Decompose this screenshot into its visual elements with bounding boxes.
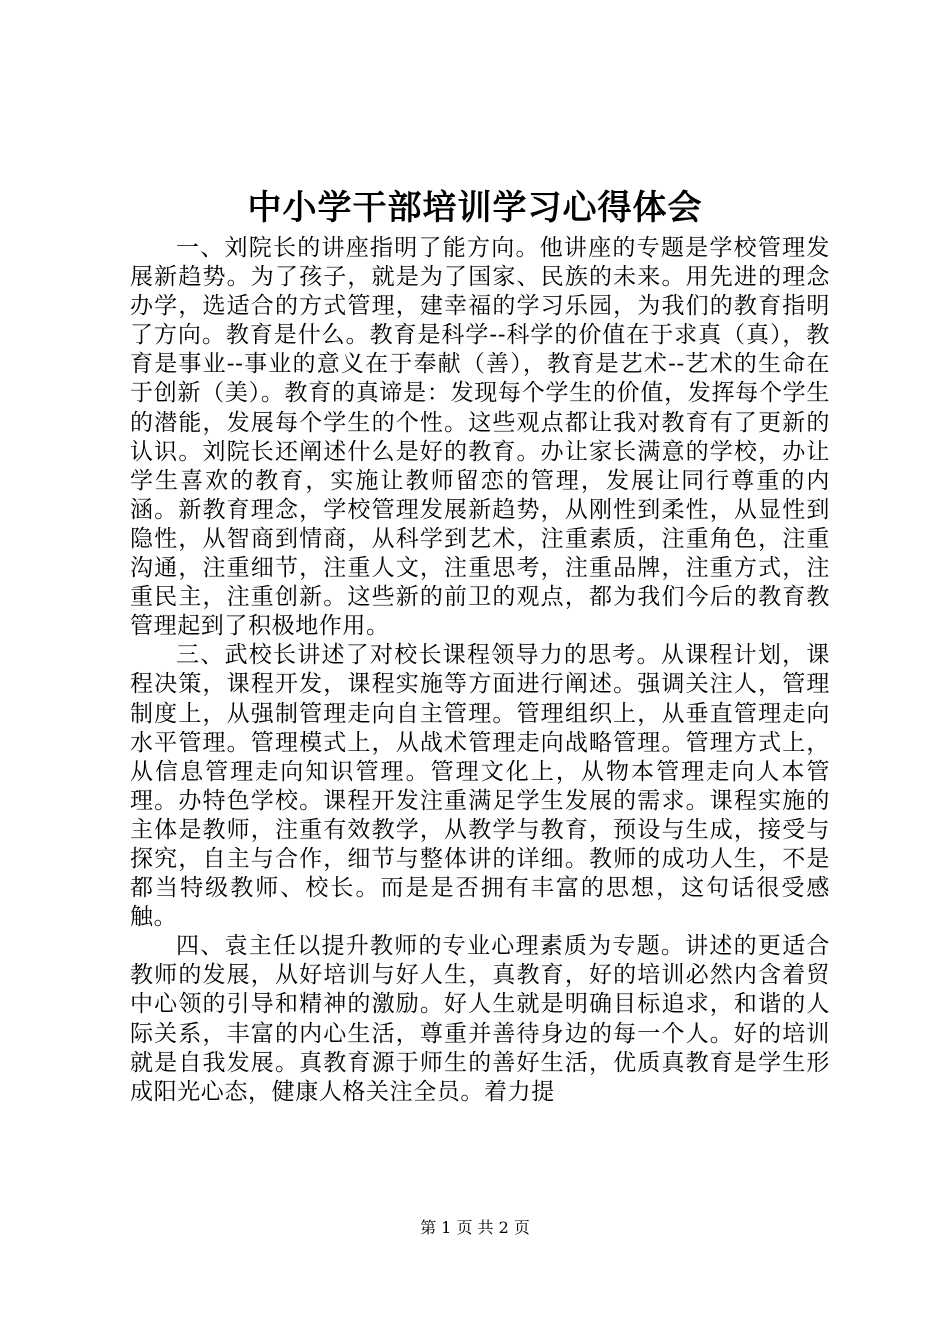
paragraph-1: 一、刘院长的讲座指明了能方向。他讲座的专题是学校管理发展新趋势。为了孩子，就是为了国家、民族的未来。用先进的理念办学，选适合的方式管理，建幸福的学习乐园，为我们的教育指明了方向。教育是什么。教育是科学--科学的价值在于求真（真），教育是事业--事业的意义在于奉献（善），教育是艺术--艺术的生命在于创新（美）。教育的真谛是：发现每个学生的价值，发挥每个学生的潜能，发展每个学生的个性。这些观点都让我对教育有了更新的认识。刘院长还阐述什么是好的教育。办让家长满意的学校，办让学生喜欢的教育，实施让教师留恋的管理，发展让同行尊重的内涵。新教育理念，学校管理发展新趋势，从刚性到柔性，从显性到隐性，从智商到情商，从科学到艺术，注重素质，注重角色，注重沟通，注重细节，注重人文，注重思考，注重品牌，注重方式，注重民主，注重创新。这些新的前卫的观点，都为我们今后的教育教管理起到了积极地作用。 <box>130 235 830 640</box>
page-footer: 第 1 页 共 2 页 <box>420 1218 530 1237</box>
page-title: 中小学干部培训学习心得体会 <box>247 188 703 228</box>
paragraph-3: 四、袁主任以提升教师的专业心理素质为专题。讲述的更适合教师的发展，从好培训与好人生，真教育，好的培训必然内含着贸中心领的引导和精神的激励。好人生就是明确目标追求，和谐的人际关系，丰富的内心生活，尊重并善待身边的每一个人。好的培训就是自我发展。真教育源于师生的善好生活，优质真教育是学生形成阳光心态，健康人格关注全员。着力提 <box>130 933 830 1105</box>
paragraph-2: 三、武校长讲述了对校长课程领导力的思考。从课程计划，课程决策，课程开发，课程实施等方面进行阐述。强调关注人，管理制度上，从强制管理走向自主管理。管理组织上，从垂直管理走向水平管理。管理模式上，从战术管理走向战略管理。管理方式上，从信息管理走向知识管理。管理文化上，从物本管理走向人本管理。办特色学校。课程开发注重满足学生发展的需求。课程实施的主体是教师，注重有效教学，从教学与教育，预设与生成，接受与探究，自主与合作，细节与整体讲的详细。教师的成功人生，不是都当特级教师、校长。而是是否拥有丰富的思想，这句话很受感触。 <box>130 642 830 931</box>
document-body <box>130 234 830 1107</box>
